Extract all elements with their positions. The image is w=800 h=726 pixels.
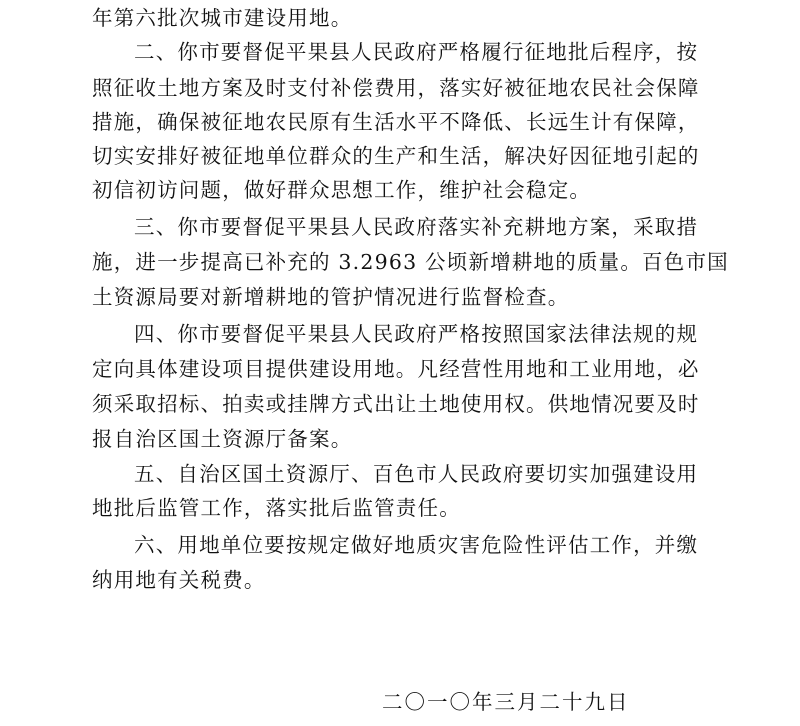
paragraph-3-line-3: 土资源局要对新增耕地的管护情况进行监督检查。 [92, 285, 570, 309]
paragraph-2-line-3: 措施，确保被征地农民原有生活水平不降低、长远生计有保障， [92, 110, 700, 134]
document-date: 二〇一〇年三月二十九日 [382, 690, 630, 714]
paragraph-4-line-3: 须采取招标、拍卖或挂牌方式出让土地使用权。供地情况要及时 [92, 392, 700, 416]
paragraph-3-line-2: 施，进一步提高已补充的 3.2963 公顷新增耕地的质量。百色市国 [92, 250, 729, 274]
text-line-1: 年第六批次城市建设用地。 [92, 6, 353, 30]
paragraph-2-line-2: 照征收土地方案及时支付补偿费用，落实好被征地农民社会保障 [92, 76, 700, 100]
paragraph-5-line-1: 五、自治区国土资源厅、百色市人民政府要切实加强建设用 [134, 462, 699, 486]
paragraph-4-line-4: 报自治区国土资源厅备案。 [92, 427, 353, 451]
paragraph-6-line-2: 纳用地有关税费。 [92, 568, 266, 592]
paragraph-3-line-1: 三、你市要督促平果县人民政府落实补充耕地方案，采取措 [134, 215, 699, 239]
paragraph-2-line-4: 切实安排好被征地单位群众的生产和生活，解决好因征地引起的 [92, 144, 700, 168]
paragraph-4-line-1: 四、你市要督促平果县人民政府严格按照国家法律法规的规 [134, 322, 699, 346]
paragraph-5-line-2: 地批后监管工作，落实批后监管责任。 [92, 496, 461, 520]
paragraph-6-line-1: 六、用地单位要按规定做好地质灾害危险性评估工作，并缴 [134, 533, 699, 557]
paragraph-2-line-5: 初信初访问题，做好群众思想工作，维护社会稳定。 [92, 178, 592, 202]
paragraph-2-line-1: 二、你市要督促平果县人民政府严格履行征地批后程序，按 [134, 40, 699, 64]
paragraph-4-line-2: 定向具体建设项目提供建设用地。凡经营性用地和工业用地，必 [92, 357, 700, 381]
